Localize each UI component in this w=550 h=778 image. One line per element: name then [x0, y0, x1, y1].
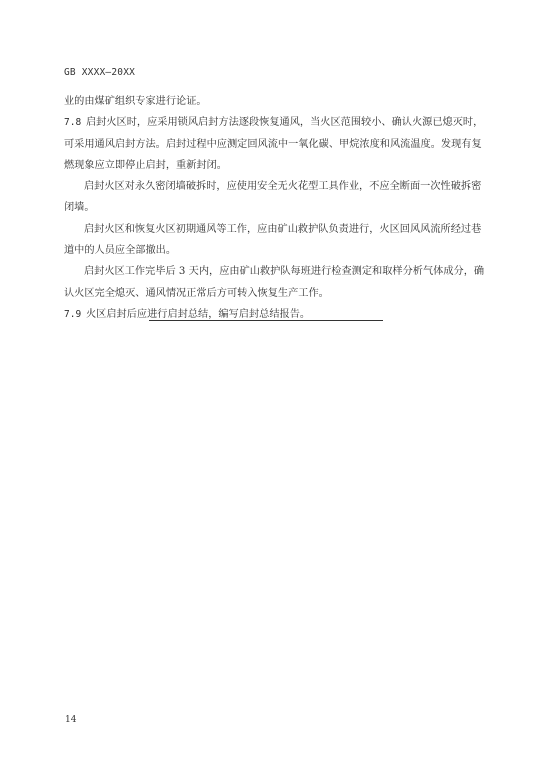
standard-code-header: GB XXXX—20XX: [64, 67, 136, 78]
body-paragraph: 启封火区和恢复火区初期通风等工作，应由矿山救护队负责进行，火区回风风流所经过巷道中的人员应全部撤出。: [64, 223, 482, 257]
clause-text: 启封火区时，应采用锁风启封方法逐段恢复通风，当火区范围较小、确认火源已熄灭时，可采用通风启封方法。启封过程中应测定回风流中一氧化碳、甲烷浓度和风流温度。发现有复燃现象应立即停止启封，重新封闭。: [64, 117, 484, 171]
body-paragraph: 启封火区对永久密闭墙破拆时，应使用安全无火花型工具作业，不应全断面一次性破拆密闭墙。: [64, 181, 482, 214]
clause-text: 火区启封后应进行启封总结，编写启封总结报告。: [86, 308, 311, 320]
clause-number: 7.8: [64, 117, 82, 129]
end-of-text-rule: [149, 320, 383, 321]
clause-7-9: [64, 304, 488, 325]
clause-7-8: [64, 112, 488, 176]
page-number: 14: [65, 715, 77, 725]
body-paragraph: 启封火区工作完毕后 3 天内，应由矿山救护队每班进行检查测定和取样分析气体成分，确认火区完全熄灭、通风情况正常后方可转入恢复生产工作。: [64, 266, 485, 299]
continuation-paragraph: 业的由煤矿组织专家进行论证。: [64, 96, 207, 107]
document-body: [64, 91, 488, 325]
clause-number: 7.9: [64, 308, 82, 320]
